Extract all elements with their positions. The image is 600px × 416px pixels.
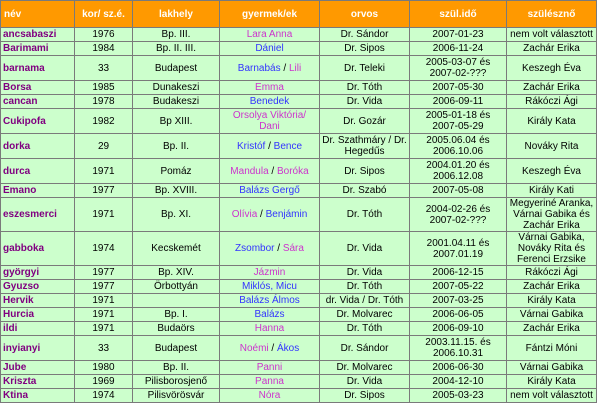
- cell-name[interactable]: Cukipofa: [1, 109, 75, 134]
- cell-children[interactable]: [220, 28, 320, 42]
- cell-doctor[interactable]: Dr. Vida: [320, 375, 410, 389]
- cell-name[interactable]: gabboka: [1, 232, 75, 266]
- cell-age[interactable]: 1977: [75, 266, 133, 280]
- cell-birth[interactable]: 2004.01.20 és 2006.12.08: [410, 159, 507, 184]
- cell-age[interactable]: 1971: [75, 322, 133, 336]
- child-name: Zsombor: [235, 243, 275, 254]
- cell-children[interactable]: [220, 294, 320, 308]
- table-row: [1, 95, 597, 109]
- child-name: Sára: [282, 243, 304, 254]
- table-row: [1, 109, 597, 134]
- cell-place[interactable]: Bp. III.: [133, 28, 220, 42]
- cell-birth[interactable]: 2007-05-30: [410, 81, 507, 95]
- cell-age[interactable]: 1982: [75, 109, 133, 134]
- cell-name[interactable]: Borsa: [1, 81, 75, 95]
- cell-place[interactable]: Kecskemét: [133, 232, 220, 266]
- cell-birth[interactable]: 2005-03-23: [410, 389, 507, 403]
- cell-place[interactable]: Budakeszi: [133, 95, 220, 109]
- cell-name[interactable]: cancan: [1, 95, 75, 109]
- cell-place[interactable]: Budaörs: [133, 322, 220, 336]
- cell-name[interactable]: barnama: [1, 56, 75, 81]
- cell-children[interactable]: [220, 109, 320, 134]
- cell-children[interactable]: [220, 42, 320, 56]
- cell-age[interactable]: 1984: [75, 42, 133, 56]
- cell-midwife[interactable]: Zachár Erika: [507, 322, 597, 336]
- cell-name[interactable]: Barimami: [1, 42, 75, 56]
- child-separator: /: [280, 62, 289, 74]
- child-name: Panni: [256, 362, 283, 373]
- cell-doctor[interactable]: Dr. Vida: [320, 95, 410, 109]
- cell-children[interactable]: [220, 184, 320, 198]
- cell-age[interactable]: 1971: [75, 294, 133, 308]
- cell-children[interactable]: [220, 375, 320, 389]
- child-name: Boróka: [277, 165, 309, 177]
- col-header-name[interactable]: név: [1, 1, 75, 28]
- cell-place[interactable]: Bp. II. III.: [133, 42, 220, 56]
- cell-place[interactable]: Bp XIII.: [133, 109, 220, 134]
- table-row: [1, 198, 597, 232]
- cell-doctor[interactable]: Dr. Sándor: [320, 336, 410, 361]
- cell-midwife[interactable]: Király Kata: [507, 109, 597, 134]
- table-row: [1, 266, 597, 280]
- cell-place[interactable]: Bp. XIV.: [133, 266, 220, 280]
- col-header-place[interactable]: lakhely: [133, 1, 220, 28]
- child-name: Lili: [288, 62, 302, 74]
- cell-place[interactable]: Bp. II.: [133, 361, 220, 375]
- child-separator: /: [268, 342, 277, 354]
- cell-age[interactable]: 33: [75, 336, 133, 361]
- table-row: [1, 184, 597, 198]
- table-row: [1, 375, 597, 389]
- cell-name[interactable]: ancsabaszi: [1, 28, 75, 42]
- child-name: Nóra: [258, 390, 281, 401]
- cell-midwife[interactable]: Rákóczi Ági: [507, 95, 597, 109]
- child-name: Olívia: [231, 209, 258, 220]
- cell-doctor[interactable]: Dr. Szabó: [320, 184, 410, 198]
- cell-doctor[interactable]: Dr. Tóth: [320, 81, 410, 95]
- cell-midwife[interactable]: Nováky Rita: [507, 134, 597, 159]
- child-name: Kristóf: [236, 140, 266, 152]
- child-name: Ákos: [277, 342, 300, 354]
- cell-age[interactable]: 29: [75, 134, 133, 159]
- cell-midwife[interactable]: Zachár Erika: [507, 42, 597, 56]
- child-name: Miklós, Micu: [241, 281, 297, 292]
- cell-birth[interactable]: 2006-09-11: [410, 95, 507, 109]
- cell-age[interactable]: 1974: [75, 232, 133, 266]
- child-name: Panna: [255, 376, 284, 387]
- child-name: Benjámin: [265, 209, 308, 220]
- cell-age[interactable]: 1978: [75, 95, 133, 109]
- cell-children[interactable]: [220, 95, 320, 109]
- cell-doctor[interactable]: Dr. Molvarec: [320, 361, 410, 375]
- cell-name[interactable]: Ktina: [1, 389, 75, 403]
- cell-children[interactable]: [220, 56, 320, 81]
- cell-children[interactable]: [220, 280, 320, 294]
- child-name: Noémi: [239, 342, 269, 354]
- cell-midwife[interactable]: Király Kati: [507, 184, 597, 198]
- cell-name[interactable]: Jube: [1, 361, 75, 375]
- cell-birth[interactable]: 2006-06-05: [410, 308, 507, 322]
- table-row: [1, 361, 597, 375]
- cell-age[interactable]: 1980: [75, 361, 133, 375]
- cell-name[interactable]: durca: [1, 159, 75, 184]
- cell-midwife[interactable]: Király Kata: [507, 294, 597, 308]
- cell-place[interactable]: Bp. XI.: [133, 198, 220, 232]
- table-row: [1, 42, 597, 56]
- cell-birth[interactable]: 2005.06.04 és 2006.10.06: [410, 134, 507, 159]
- cell-place[interactable]: Pilisvörösvár: [133, 389, 220, 403]
- table-row: [1, 56, 597, 81]
- child-separator: /: [274, 243, 283, 254]
- cell-midwife[interactable]: Várnai Gabika: [507, 308, 597, 322]
- child-separator: /: [257, 209, 266, 220]
- cell-doctor[interactable]: Dr. Tóth: [320, 322, 410, 336]
- cell-name[interactable]: Emano: [1, 184, 75, 198]
- child-name: Jázmin: [253, 267, 286, 278]
- cell-age[interactable]: 1974: [75, 389, 133, 403]
- cell-place[interactable]: Budapest: [133, 336, 220, 361]
- child-name: Orsolya Viktória/ Dani: [232, 110, 307, 132]
- cell-age[interactable]: 1969: [75, 375, 133, 389]
- cell-children[interactable]: [220, 308, 320, 322]
- col-header-children[interactable]: gyermek/ek: [220, 1, 320, 28]
- cell-place[interactable]: Pomáz: [133, 159, 220, 184]
- cell-age[interactable]: 1985: [75, 81, 133, 95]
- cell-birth[interactable]: 2006-12-15: [410, 266, 507, 280]
- cell-place[interactable]: Bp. I.: [133, 308, 220, 322]
- child-name: Benedek: [249, 96, 290, 107]
- table-row: [1, 294, 597, 308]
- cell-doctor[interactable]: Dr. Sándor: [320, 28, 410, 42]
- cell-birth[interactable]: 2006-09-10: [410, 322, 507, 336]
- child-name: Lara Anna: [246, 29, 293, 40]
- cell-doctor[interactable]: Dr. Molvarec: [320, 308, 410, 322]
- cell-birth[interactable]: 2005-03-07 és 2007-02-???: [410, 56, 507, 81]
- cell-birth[interactable]: 2001.04.11 és 2007.01.19: [410, 232, 507, 266]
- cell-midwife[interactable]: Király Kata: [507, 375, 597, 389]
- cell-children[interactable]: [220, 389, 320, 403]
- cell-midwife[interactable]: Megyeriné Aranka, Várnai Gabika és Zachár Erika: [507, 198, 597, 232]
- cell-birth[interactable]: 2003.11.15. és 2006.10.31: [410, 336, 507, 361]
- cell-children[interactable]: [220, 232, 320, 266]
- cell-midwife[interactable]: Várnai Gabika: [507, 361, 597, 375]
- cell-name[interactable]: györgyi: [1, 266, 75, 280]
- cell-children[interactable]: [220, 336, 320, 361]
- cell-name[interactable]: Gyuzso: [1, 280, 75, 294]
- cell-children[interactable]: [220, 322, 320, 336]
- table-row: [1, 322, 597, 336]
- cell-place[interactable]: Bp. XVIII.: [133, 184, 220, 198]
- cell-midwife[interactable]: Keszegh Éva: [507, 56, 597, 81]
- cell-place[interactable]: Örbottyán: [133, 280, 220, 294]
- child-separator: /: [265, 140, 274, 152]
- child-separator: /: [268, 165, 277, 177]
- cell-midwife[interactable]: Keszegh Éva: [507, 159, 597, 184]
- cell-birth[interactable]: 2007-01-23: [410, 28, 507, 42]
- cell-doctor[interactable]: Dr. Vida: [320, 266, 410, 280]
- cell-children[interactable]: [220, 81, 320, 95]
- cell-doctor[interactable]: Dr. Vida: [320, 232, 410, 266]
- cell-age[interactable]: 1971: [75, 198, 133, 232]
- child-name: Dániel: [255, 43, 284, 54]
- cell-doctor[interactable]: Dr. Tóth: [320, 280, 410, 294]
- cell-children[interactable]: [220, 159, 320, 184]
- child-name: Mandula: [230, 165, 269, 177]
- table-row: [1, 308, 597, 322]
- table-row: [1, 159, 597, 184]
- cell-age[interactable]: 1977: [75, 184, 133, 198]
- cell-midwife[interactable]: nem volt választott: [507, 389, 597, 403]
- cell-age[interactable]: 1971: [75, 159, 133, 184]
- cell-midwife[interactable]: Rákóczi Ági: [507, 266, 597, 280]
- cell-doctor[interactable]: Dr. Szathmáry / Dr. Hegedűs: [320, 134, 410, 159]
- cell-doctor[interactable]: Dr. Teleki: [320, 56, 410, 81]
- cell-birth[interactable]: 2004-12-10: [410, 375, 507, 389]
- table-row: [1, 389, 597, 403]
- cell-children[interactable]: [220, 134, 320, 159]
- cell-place[interactable]: Pilisborosjenő: [133, 375, 220, 389]
- child-name: Hanna: [254, 323, 285, 334]
- cell-midwife[interactable]: Várnai Gabika, Nováky Rita és Ferenci Erzsike: [507, 232, 597, 266]
- col-header-midwife[interactable]: szülésznő: [507, 1, 597, 28]
- cell-midwife[interactable]: nem volt választott: [507, 28, 597, 42]
- cell-birth[interactable]: 2006-11-24: [410, 42, 507, 56]
- cell-birth[interactable]: 2004-02-26 és 2007-02-???: [410, 198, 507, 232]
- child-name: Balázs Álmos: [239, 295, 300, 306]
- cell-midwife[interactable]: Zachár Erika: [507, 81, 597, 95]
- table-row: [1, 280, 597, 294]
- cell-children[interactable]: [220, 361, 320, 375]
- col-header-birth[interactable]: szül.idő: [410, 1, 507, 28]
- cell-name[interactable]: ildi: [1, 322, 75, 336]
- child-name: Emma: [255, 82, 284, 93]
- cell-place[interactable]: Bp. II.: [133, 134, 220, 159]
- cell-name[interactable]: Hervik: [1, 294, 75, 308]
- cell-place[interactable]: Budapest: [133, 56, 220, 81]
- cell-birth[interactable]: 2007-05-22: [410, 280, 507, 294]
- cell-doctor[interactable]: Dr. Tóth: [320, 198, 410, 232]
- child-name: Balázs: [254, 309, 285, 320]
- col-header-doctor[interactable]: orvos: [320, 1, 410, 28]
- child-name: Balázs Gergő: [239, 185, 300, 196]
- cell-birth[interactable]: 2007-03-25: [410, 294, 507, 308]
- cell-name[interactable]: Hurcia: [1, 308, 75, 322]
- cell-place[interactable]: Dunakeszi: [133, 81, 220, 95]
- cell-name[interactable]: eszesmerci: [1, 198, 75, 232]
- cell-birth[interactable]: 2006-06-30: [410, 361, 507, 375]
- table-row: [1, 232, 597, 266]
- child-name: Barnabás: [237, 62, 281, 74]
- cell-name[interactable]: Kriszta: [1, 375, 75, 389]
- cell-midwife[interactable]: Zachár Erika: [507, 280, 597, 294]
- cell-place[interactable]: [133, 294, 220, 308]
- cell-doctor[interactable]: Dr. Sipos: [320, 42, 410, 56]
- cell-birth[interactable]: 2007-05-08: [410, 184, 507, 198]
- table-row: [1, 81, 597, 95]
- cell-doctor[interactable]: dr. Vida / Dr. Tóth: [320, 294, 410, 308]
- cell-age[interactable]: 33: [75, 56, 133, 81]
- cell-doctor[interactable]: Dr. Sipos: [320, 389, 410, 403]
- cell-midwife[interactable]: Fántzi Móni: [507, 336, 597, 361]
- child-name: Bence: [273, 140, 303, 152]
- cell-children[interactable]: [220, 198, 320, 232]
- cell-age[interactable]: 1976: [75, 28, 133, 42]
- cell-name[interactable]: dorka: [1, 134, 75, 159]
- table-row: [1, 134, 597, 159]
- cell-doctor[interactable]: Dr. Gozár: [320, 109, 410, 134]
- cell-age[interactable]: 1977: [75, 280, 133, 294]
- cell-age[interactable]: 1971: [75, 308, 133, 322]
- table-row: [1, 336, 597, 361]
- cell-doctor[interactable]: Dr. Sipos: [320, 159, 410, 184]
- header-row: [1, 1, 597, 28]
- cell-children[interactable]: [220, 266, 320, 280]
- cell-name[interactable]: inyianyi: [1, 336, 75, 361]
- table-row: [1, 28, 597, 42]
- cell-birth[interactable]: 2005-01-18 és 2007-05-29: [410, 109, 507, 134]
- col-header-age[interactable]: kor/ sz.é.: [75, 1, 133, 28]
